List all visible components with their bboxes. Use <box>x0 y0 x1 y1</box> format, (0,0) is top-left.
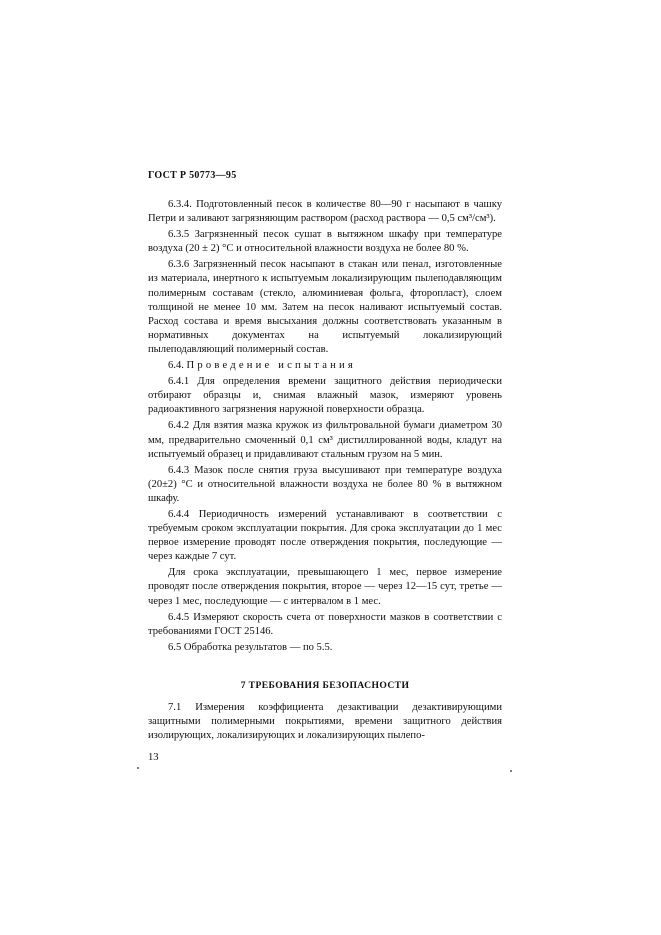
paragraph-6-4-2: 6.4.2 Для взятия мазка кружок из фильтровальной бумаги диаметром 30 мм, предварительно смоченный 0,1 см³ дистиллированной воды, кладут на испытуемый образец и придавливают стальным грузом на 5 мин. <box>148 420 502 460</box>
subsection-heading-6-4 <box>148 359 502 373</box>
scan-speck <box>137 767 139 769</box>
page-number: 13 <box>148 752 159 763</box>
subsection-number: 6.4. <box>168 360 184 372</box>
scan-speck <box>510 770 512 772</box>
paragraph-6-3-6: 6.3.6 Загрязненный песок насыпают в стакан или пенал, изготовленные из материала, инертного к испытуемым локализирующим пылеподавляющим полимерным составам (стекло, алюминиевая фольга, фторопласт), слоем толщиной не менее 10 мм. Затем на песок наливают испытуемый состав. Расход состава и время высыхания должны соответствовать указанным в нормативных документах на испытуемый локализирующий пылеподавляющий полимерный состав. <box>148 259 502 355</box>
subsection-title: Проведение испытания <box>186 360 356 372</box>
paragraph-6-4-1: 6.4.1 Для определения времени защитного действия периодически отбирают образцы и, снимая влажный мазок, измеряют уровень радиоактивного загрязнения наружной поверхности образца. <box>148 376 502 416</box>
paragraph-6-3-4: 6.3.4. Подготовленный песок в количестве 80—90 г насыпают в чашку Петри и заливают загрязняющим раствором (расход раствора — 0,5 см³/см³). <box>148 199 502 225</box>
paragraph-6-4-4-continued: Для срока эксплуатации, превышающего 1 мес, первое измерение проводят после отверждения покрытия, второе — через 12—15 сут, третье — через 1 мес, последующие — с интервалом в 1 мес. <box>148 567 502 607</box>
paragraph-7-1: 7.1 Измерения коэффициента дезактивации дезактивирующими защитными полимерными покрытиями, времени защитного действия изолирующих, локализирующих и локализирующих пылепо- <box>148 702 502 742</box>
paragraph-6-4-5: 6.4.5 Измеряют скорость счета от поверхности мазков в соответствии с требованиями ГОСТ 25146. <box>148 611 502 637</box>
section-7-title: 7 ТРЕБОВАНИЯ БЕЗОПАСНОСТИ <box>240 680 410 691</box>
section-7-body <box>148 701 502 743</box>
paragraph-6-4-3: 6.4.3 Мазок после снятия груза высушивают при температуре воздуха (20±2) °С и относительной влажности воздуха не более 80 % в вытяжном шкафу. <box>148 464 502 504</box>
paragraph-6-4-4: 6.4.4 Периодичность измерений устанавливают в соответствии с требуемым сроком эксплуатации покрытия. Для срока эксплуатации до 1 мес первое измерение проводят после отверждения покрытия, последующие — через каждые 7 сут. <box>148 508 502 563</box>
paragraph-6-5: 6.5 Обработка результатов — по 5.5. <box>168 641 333 653</box>
paragraph-6-3-5: 6.3.5 Загрязненный песок сушат в вытяжном шкафу при температуре воздуха (20 ± 2) °С и относительной влажности воздуха не более 80 %. <box>148 229 502 255</box>
doc-header: ГОСТ Р 50773—95 <box>148 170 237 181</box>
body-text <box>148 198 502 657</box>
